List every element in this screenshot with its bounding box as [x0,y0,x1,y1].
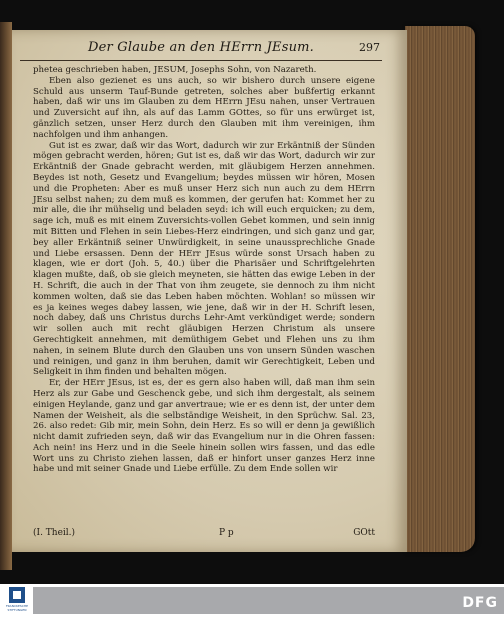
book-spine-edge [0,22,12,570]
footer-gray-band [33,587,504,614]
paragraph: phetea geschrieben haben, JESUM, Josephs Sohn, von Nazareth. [33,65,317,75]
page-footer [33,528,375,540]
francke-logo-caption: FRANCKESCHE STIFTUNGEN [5,604,29,612]
paragraph: Eben also gezienet es uns auch, so wir bishero durch unsere eigene Schuld aus unserm Tauf-Bunde getreten, solches aber bußfertig erkannt haben, daß wir uns im Glauben zu dem HErrn JEsu nahen, unser Vertrauen und Zuversicht auf ihn, als auf das Lamm GOttes, so für uns erwürget ist, gänzlich setzen, unser Herz durch den Glauben mit ihm vereinigen, ihm nachfolgen und ihm anhangen. [33,75,375,140]
page-number: 297 [359,41,380,54]
paragraph: Gut ist es zwar, daß wir das Wort, dadurch wir zur Erkäntniß der Sünden mögen gebracht werden, hören; Gut ist es, daß wir das Wort, dadurch wir zur Erkäntniß der Gnade gebracht werden, mit gläubigem Herzen annehmen. Beydes ist noth, Gesetz und Evangelium; beydes müssen wir hören, Mosen und die Propheten: Aber es muß unser Herz sich nun auch zu dem HErrn JEsu selbst nahen; zu dem muß es kommen, der gerufen hat: Kommet her zu mir alle, die ihr mühselig und beladen seyd: ich will euch erquicken; zu dem, sage ich, muß es mit einem Zuversichts-vollen Gebet kommen, und sein innig mit Bitten und Flehen in sein Liebes-Herz eindringen, und sich ganz und gar, bey aller Erkäntniß seiner Unwürdigkeit, in seine unaussprechliche Gnade und Liebe ersassen. Denn der HErr JEsus würde sonst Ursach haben zu klagen, wie er dort (Joh. 5, 40.) über die Pharisäer und Schriftgelehrten klagen mußte, daß, ob sie gleich meyneten, sie hätten das ewige Leben in der H. Schrift, die auch in der That von ihm zeugete, sie dennoch zu ihm nicht kommen wolten, daß sie das Leben haben möchten. Wohlan! so müssen wir es ja keines weges dabey lassen, wie jene, daß wir in der H. Schrift lesen, noch dabey, daß uns Christus durchs Lehr-Amt verkündiget werde; sondern wir sollen auch mit recht gläubigen Herzen Christum als unsere Gerechtigkeit annehmen, mit demüthigem Gebet und Flehen uns zu ihm nahen, in seinem Blute durch den Glauben uns von unsern Sünden waschen und reinigen, und ganz in ihm beruhen, damit wir Gerechtigkeit, Leben und Seligkeit in ihm finden und behalten mögen. [33,140,375,378]
paragraph: Er, der HErr JEsus, ist es, der es gern also haben will, daß man ihm sein Herz als zur Gabe und Geschenck gebe, und sich ihm dergestalt, als seinem einigen Heylande, ganz und gar anvertraue; wie er es denn ist, der unter dem Namen der Weisheit, als die selbständige Weisheit, in den Sprüchw. Sal. 23, 26. also redet: Gib mir, mein Sohn, dein Herz. Es so will er denn ja gewißlich nicht damit zufrieden seyn, daß wir das Evangelium nur in die Ohren fassen: Ach nein! ins Herz und in die Seele hinein sollen wirs fassen, und das edle Wort uns zu Christo ziehen lassen, daß er hinfort unser ganzes Herz inne habe und mit seiner Gnade und Liebe erfülle. Zu dem Ende sollen wir [33,378,375,475]
viewer-footer-bar [0,584,504,617]
dfg-logo[interactable]: DFG [462,595,498,611]
page-header [20,38,382,61]
gathering-mark: P p [219,528,234,538]
signature-mark: (I. Theil.) [33,528,76,538]
catchword: GOtt [353,528,375,538]
francke-logo[interactable] [4,584,30,617]
running-head: Der Glaube an den HErrn JEsum. [88,40,315,55]
body-text [33,65,375,475]
page-block-edge [405,26,475,552]
francke-logo-icon [9,587,25,603]
